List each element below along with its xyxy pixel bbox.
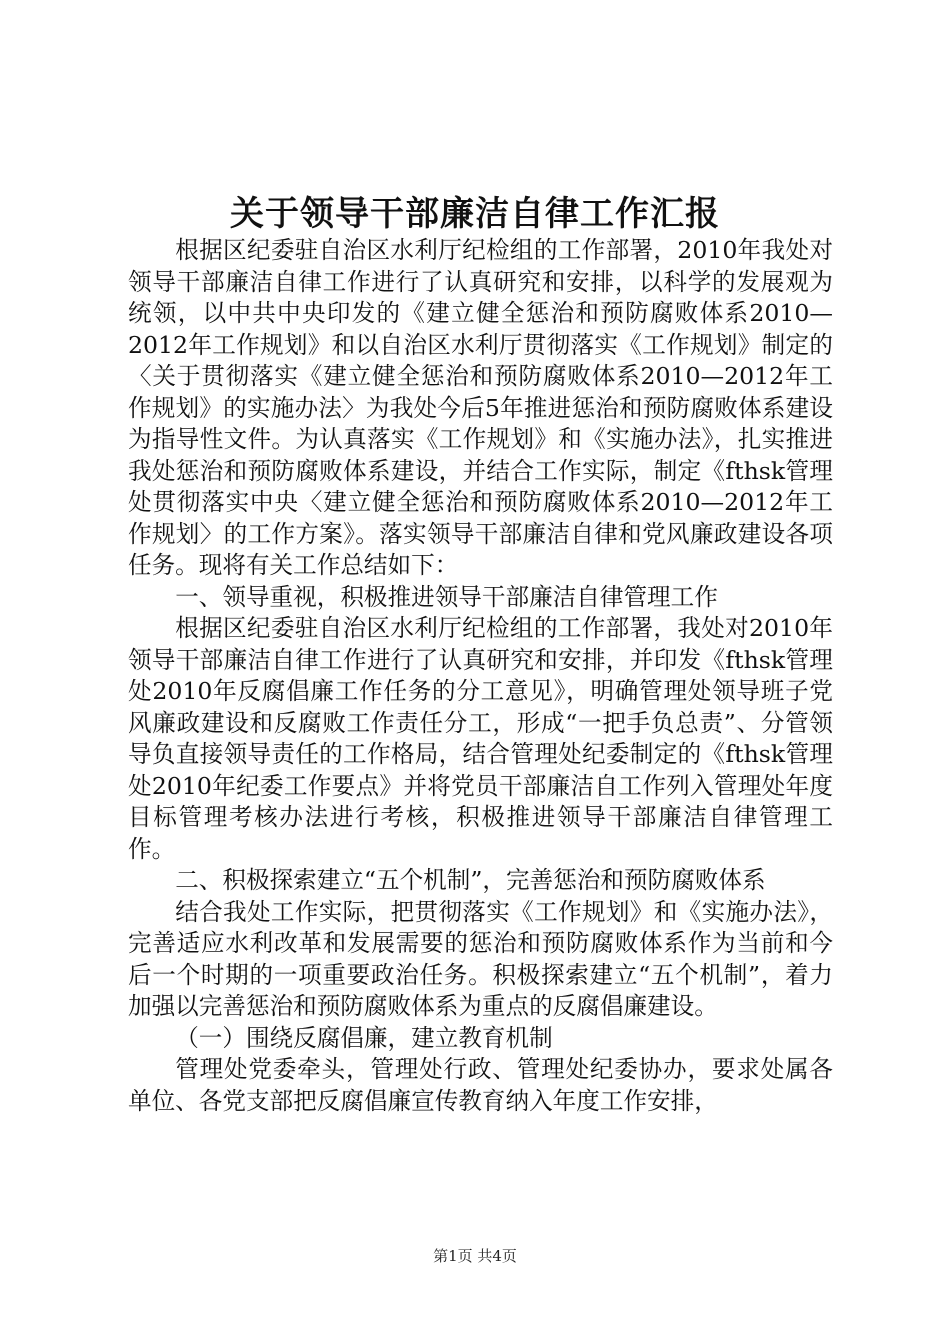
section-heading-1: 一、领导重视，积极推进领导干部廉洁自律管理工作 [175, 582, 718, 611]
section-heading-2: 二、积极探索建立“五个机制”，完善惩治和预防腐败体系 [175, 866, 766, 894]
page-number-footer: 第1页 共4页 [433, 1247, 517, 1265]
paragraph-subsection-1: 管理处党委牵头，管理处行政、管理处纪委协办，要求处属各单位、各党支部把反腐倡廉宣传教育纳入年度工作安排， [128, 1055, 833, 1115]
subsection-heading-1: （一）围绕反腐倡廉，建立教育机制 [175, 1023, 553, 1052]
paragraph-section-2: 结合我处工作实际，把贯彻落实《工作规划》和《实施办法》，完善适应水利改革和发展需要的惩治和预防腐败体系作为当前和今后一个时期的一项重要政治任务。积极探索建立“五个机制”，着力加强以完善惩治和预防腐败体系为重点的反腐倡廉建设。 [128, 897, 833, 1020]
paragraph-section-1: 根据区纪委驻自治区水利厅纪检组的工作部署，我处对2010年领导干部廉洁自律工作进行了认真研究和安排，并印发《fthsk管理处2010年反腐倡廉工作任务的分工意见》，明确管理处领导班子党风廉政建设和反腐败工作责任分工，形成“一把手负总责”、分管领导负直接领导责任的工作格局，结合管理处纪委制定的《fthsk管理处2010年纪委工作要点》并将党员干部廉洁自工作列入管理处年度目标管理考核办法进行考核，积极推进领导干部廉洁自律管理工作。 [128, 614, 833, 863]
document-body [128, 235, 833, 1117]
document-title: 关于领导干部廉洁自律工作汇报 [230, 194, 720, 234]
paragraph-intro: 根据区纪委驻自治区水利厅纪检组的工作部署，2010年我处对领导干部廉洁自律工作进行了认真研究和安排，以科学的发展观为统领，以中共中央印发的《建立健全惩治和预防腐败体系2010—2012年工作规划》和以自治区水利厅贯彻落实《工作规划》制定的〈关于贯彻落实《建立健全惩治和预防腐败体系2010—2012年工作规划》的实施办法〉为我处今后5年推进惩治和预防腐败体系建设为指导性文件。为认真落实《工作规划》和《实施办法》，扎实推进我处惩治和预防腐败体系建设，并结合工作实际，制定《fthsk管理处贯彻落实中央〈建立健全惩治和预防腐败体系2010—2012年工作规划〉的工作方案》。落实领导干部廉洁自律和党风廉政建设各项任务。现将有关工作总结如下： [128, 236, 833, 579]
